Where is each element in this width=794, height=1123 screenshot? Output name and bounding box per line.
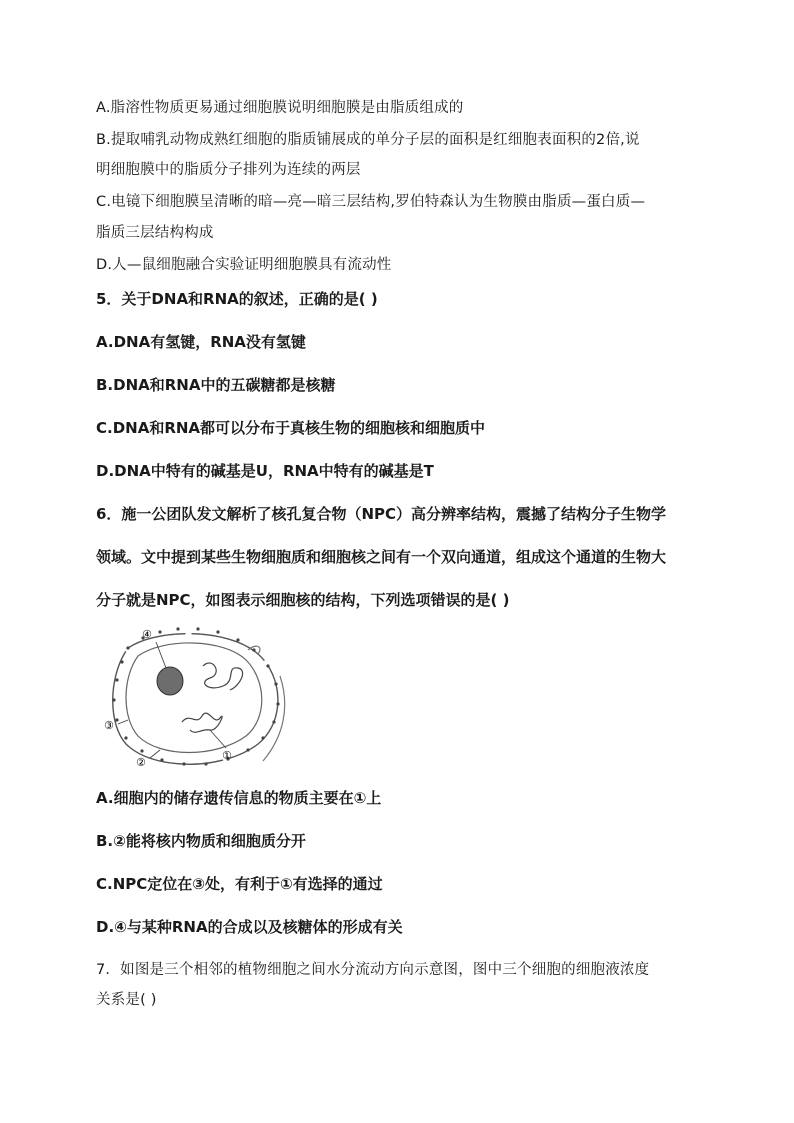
ribosome-dots	[112, 627, 279, 765]
nucleus-diagram	[98, 626, 288, 776]
q7-stem-line2: 关系是( )	[96, 992, 157, 1008]
q4-option-c-line1: C.电镜下细胞膜呈清晰的暗—亮—暗三层结构,罗伯特森认为生物膜由脂质—蛋白质—	[96, 194, 646, 210]
nuclear-envelope-inner	[126, 643, 262, 753]
q4-option-b-line2: 明细胞膜中的脂质分子排列为连续的两层	[96, 162, 361, 178]
label-1: ①	[222, 749, 232, 762]
q6-option-c: C.NPC定位在③处，有利于①有选择的通过	[96, 875, 383, 893]
label-2: ②	[136, 756, 146, 769]
q4-option-c-line2: 脂质三层结构构成	[96, 225, 214, 241]
q6-option-d: D.④与某种RNA的合成以及核糖体的形成有关	[96, 918, 403, 936]
nucleolus	[157, 667, 183, 695]
q6-option-b: B.②能将核内物质和细胞质分开	[96, 832, 306, 850]
q4-option-b-line1: B.提取哺乳动物成熟红细胞的脂质铺展成的单分子层的面积是红细胞表面积的2倍,说	[96, 132, 640, 148]
q5-option-a: A.DNA有氢键，RNA没有氢键	[96, 333, 306, 351]
q6-option-a: A.细胞内的储存遗传信息的物质主要在①上	[96, 789, 382, 807]
q6-stem-line1: 6．施一公团队发文解析了核孔复合物（NPC）高分辨率结构，震撼了结构分子生物学	[96, 505, 666, 523]
label-3: ③	[104, 719, 114, 732]
q5-option-b: B.DNA和RNA中的五碳糖都是核糖	[96, 376, 336, 394]
nuclear-envelope-outer	[113, 634, 278, 765]
label-4: ④	[142, 628, 152, 641]
chromatin	[203, 663, 243, 690]
q7-stem-line1: 7．如图是三个相邻的植物细胞之间水分流动方向示意图，图中三个细胞的细胞液浓度	[96, 962, 650, 978]
q4-option-a: A.脂溶性物质更易通过细胞膜说明细胞膜是由脂质组成的	[96, 100, 464, 116]
q6-stem-line2: 领域。文中提到某些生物细胞质和细胞核之间有一个双向通道，组成这个通道的生物大	[96, 548, 667, 566]
q6-stem-line3: 分子就是NPC，如图表示细胞核的结构，下列选项错误的是( )	[96, 591, 510, 609]
q5-option-d: D.DNA中特有的碱基是U，RNA中特有的碱基是T	[96, 462, 434, 480]
q5-stem: 5．关于DNA和RNA的叙述，正确的是( )	[96, 290, 378, 308]
q5-option-c: C.DNA和RNA都可以分布于真核生物的细胞核和细胞质中	[96, 419, 486, 437]
q4-option-d: D.人—鼠细胞融合实验证明细胞膜具有流动性	[96, 257, 392, 273]
